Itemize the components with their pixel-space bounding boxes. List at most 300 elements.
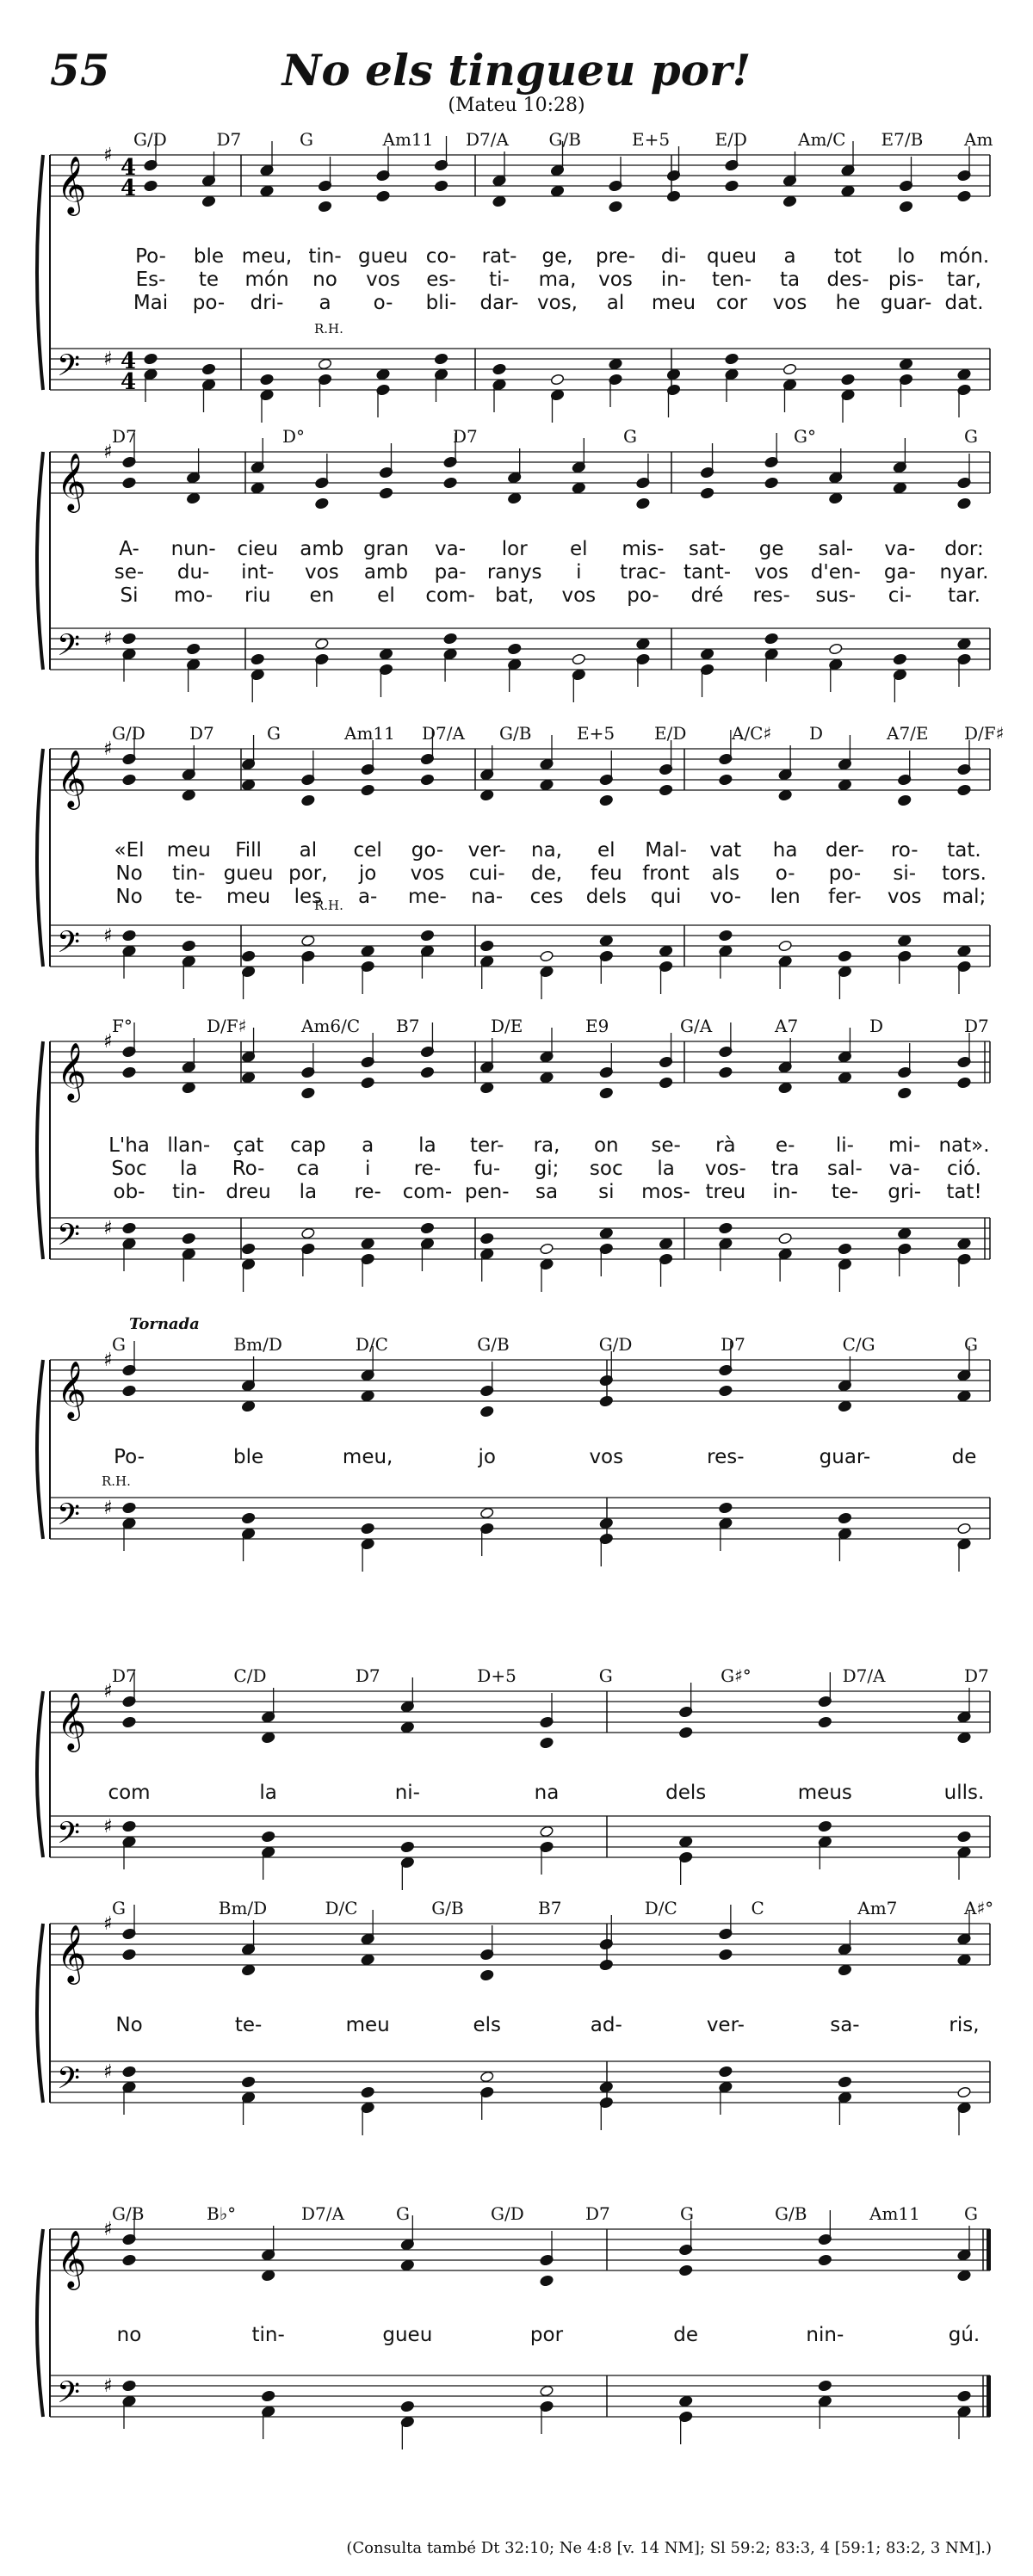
note-head <box>379 487 393 499</box>
lyric-syllable: go- <box>411 839 444 862</box>
sharp-icon: ♯ <box>103 1498 113 1519</box>
lyric-syllable: cap <box>290 1134 326 1157</box>
note-head <box>241 779 256 791</box>
note-head <box>241 1964 256 1976</box>
bass-staff <box>50 2060 990 2135</box>
chord-symbol: Am6/C <box>301 1016 361 1036</box>
note-head <box>122 1385 137 1397</box>
treble-staff <box>50 1905 990 1985</box>
lyric-syllable: meus <box>797 1782 852 1804</box>
lyric-syllable: gú. <box>948 2324 980 2346</box>
note-head <box>719 930 733 942</box>
lyric-syllable: als <box>711 862 740 885</box>
note-head <box>957 784 972 796</box>
note-head <box>420 930 435 942</box>
bass-staff <box>50 1815 990 1890</box>
lyric-syllable: feu <box>590 862 622 885</box>
note-head <box>540 2385 554 2397</box>
lyric-syllable: int- <box>241 561 275 584</box>
note-head <box>838 779 852 791</box>
scripture-reference: (Mateu 10:28) <box>448 95 585 116</box>
lyric-syllable: ma, <box>538 269 577 291</box>
chord-symbol: G/A <box>680 1016 713 1036</box>
lyric-syllable: cui- <box>468 862 505 885</box>
lyric-syllable: ten- <box>711 269 752 291</box>
lyric-syllable: no <box>116 2324 142 2346</box>
note-head <box>659 1238 673 1250</box>
brace <box>37 1691 43 1857</box>
note-head <box>957 1077 972 1089</box>
note-head <box>897 935 912 947</box>
note-head <box>241 1512 256 1524</box>
note-head <box>828 492 843 504</box>
lyric-syllable: tin- <box>251 2324 285 2346</box>
lyric-syllable: mos- <box>641 1181 690 1203</box>
lyric-syllable: pis- <box>888 269 925 291</box>
chord-symbol: C/D <box>233 1665 267 1686</box>
chord-symbol: Am11 <box>344 723 395 744</box>
note-head <box>572 482 586 494</box>
lyric-syllable: ni- <box>394 1782 420 1804</box>
lyric-syllable: «El <box>114 839 145 862</box>
sharp-icon: ♯ <box>103 1816 113 1838</box>
chord-symbol: D7 <box>964 1665 989 1686</box>
lyric-syllable: res- <box>707 1446 745 1468</box>
lyric-syllable: vos <box>772 292 807 314</box>
note-head <box>122 633 137 645</box>
lyric-syllable: me- <box>407 886 447 908</box>
chord-symbol: D/C <box>325 1898 358 1918</box>
bass-clef-icon: 𝄢 <box>57 1217 81 1259</box>
note-head <box>144 180 158 192</box>
lyric-syllable: po- <box>828 862 862 885</box>
lyric-syllable: mal; <box>942 886 987 908</box>
final-barline <box>987 2375 991 2417</box>
lyric-syllable: na, <box>531 839 562 862</box>
lyric-syllable: meu <box>166 839 211 862</box>
lyric-syllable: llan- <box>167 1134 211 1157</box>
note-head <box>540 950 554 962</box>
chord-symbol: F° <box>112 1016 133 1036</box>
note-head <box>182 789 196 801</box>
lyric-syllable: gueu <box>358 245 408 268</box>
time-signature: 4 <box>121 155 137 181</box>
lyric-syllable: guar- <box>819 1446 871 1468</box>
note-head <box>550 374 565 386</box>
note-head <box>241 950 256 962</box>
lyric-syllable: Mal- <box>645 839 687 862</box>
note-head <box>315 638 330 650</box>
lyric-syllable: o- <box>775 862 795 885</box>
note-head <box>261 1732 275 1744</box>
note-head <box>838 2076 852 2088</box>
note-head <box>379 648 393 660</box>
chord-symbol: G <box>112 1334 126 1355</box>
chord-symbol: D° <box>282 426 306 447</box>
lyric-syllable: sat- <box>688 538 727 560</box>
chord-symbol: D7 <box>453 426 478 447</box>
chord-symbol: G <box>598 1665 613 1686</box>
lyric-syllable: fer- <box>828 886 862 908</box>
lyric-syllable: els <box>473 2014 501 2036</box>
lyric-syllable: la <box>657 1158 675 1180</box>
note-head <box>678 1836 693 1848</box>
lyric-syllable: com- <box>402 1181 453 1203</box>
note-head <box>550 185 565 197</box>
lyric-syllable: e- <box>775 1134 795 1157</box>
note-head <box>666 190 681 202</box>
lyric-syllable: o- <box>373 292 393 314</box>
lyric-syllable: ha <box>772 839 798 862</box>
note-head <box>186 643 201 655</box>
brace <box>37 1360 43 1539</box>
note-head <box>361 1238 375 1250</box>
lyric-syllable: es- <box>426 269 456 291</box>
note-head <box>376 190 391 202</box>
lyric-syllable: vos- <box>704 1158 746 1180</box>
note-head <box>479 1232 494 1245</box>
chord-symbol: A♯° <box>964 1898 994 1918</box>
chord-symbol: G/B <box>477 1334 510 1355</box>
bass-clef-icon: 𝄢 <box>57 1497 81 1539</box>
note-head <box>893 653 907 665</box>
chord-symbol: D7 <box>964 1016 989 1036</box>
lyric-syllable: nyar. <box>939 561 989 584</box>
note-head <box>122 1820 137 1832</box>
bass-clef-icon: 𝄢 <box>57 2060 81 2103</box>
lyric-syllable: na <box>534 1782 560 1804</box>
lyric-syllable: vos <box>887 886 922 908</box>
lyric-syllable: vos <box>561 584 597 607</box>
chord-symbol: C <box>751 1898 764 1918</box>
note-head <box>659 784 673 796</box>
lyric-syllable: ver- <box>467 839 506 862</box>
chord-symbol: D7 <box>355 1665 380 1686</box>
note-head <box>838 1512 852 1524</box>
lyric-syllable: ranys <box>486 561 542 584</box>
note-head <box>719 2066 733 2078</box>
note-head <box>420 1222 435 1234</box>
chord-symbol: D/F♯ <box>207 1016 247 1036</box>
lyric-syllable: re- <box>354 1181 381 1203</box>
note-head <box>782 195 797 207</box>
lyric-syllable: res- <box>752 584 790 607</box>
bass-staff <box>50 1217 990 1292</box>
note-head <box>361 945 375 957</box>
lyric-syllable: Si <box>120 584 139 607</box>
note-head <box>957 2390 972 2402</box>
lyric-syllable: front <box>642 862 690 885</box>
bass-clef-icon: 𝄢 <box>57 1815 81 1857</box>
chord-symbol: G/B <box>548 129 581 150</box>
chord-symbol: G <box>964 1334 978 1355</box>
note-head <box>719 1066 733 1078</box>
note-head <box>318 358 332 370</box>
lyric-syllable: queu <box>707 245 757 268</box>
lyric-syllable: te- <box>831 1181 859 1203</box>
chord-symbol: G° <box>794 426 816 447</box>
note-head <box>636 638 651 650</box>
chord-symbol: G <box>112 1898 126 1918</box>
lyric-syllable: vos <box>598 269 633 291</box>
lyric-syllable: cor <box>715 292 748 314</box>
chord-symbol: G/D <box>598 1334 633 1355</box>
lyric-syllable: dels <box>585 886 627 908</box>
lyric-syllable: on <box>593 1134 619 1157</box>
lyric-syllable: a <box>362 1134 374 1157</box>
lyric-syllable: tot <box>833 245 863 268</box>
lyric-syllable: co- <box>425 245 457 268</box>
footer-references: (Consulta també Dt 32:10; Ne 4:8 [v. 14 NM]; Sl 59:2; 83:3, 4 [59:1; 83:2, 3 NM].) <box>346 2539 992 2557</box>
chord-symbol: D7/A <box>466 129 509 150</box>
note-head <box>251 653 265 665</box>
lyric-syllable: lo <box>897 245 915 268</box>
lyric-syllable: soc <box>589 1158 623 1180</box>
note-head <box>261 2390 275 2402</box>
note-head <box>122 2380 137 2392</box>
bass-staff <box>50 2375 991 2449</box>
chord-symbol: E/D <box>654 723 687 744</box>
lyric-syllable: ter- <box>469 1134 504 1157</box>
note-head <box>957 2270 972 2282</box>
note-head <box>540 2275 554 2287</box>
lyric-syllable: se- <box>114 561 145 584</box>
note-head <box>507 643 522 655</box>
lyric-syllable: li- <box>835 1134 854 1157</box>
lyric-syllable: ulls. <box>943 1782 985 1804</box>
note-head <box>897 1087 912 1099</box>
brace <box>37 749 43 967</box>
chord-symbol: D7/A <box>301 2203 344 2224</box>
chord-symbol: D7 <box>112 426 137 447</box>
note-head <box>301 794 316 806</box>
note-head <box>260 374 275 386</box>
lyric-syllable: mo- <box>174 584 213 607</box>
note-head <box>719 774 733 786</box>
note-head <box>540 1072 554 1084</box>
note-head <box>599 1959 614 1971</box>
treble-staff <box>50 136 990 216</box>
note-head <box>479 1969 494 1981</box>
lyric-syllable: la <box>259 1782 277 1804</box>
treble-clef-icon: 𝄞 <box>57 749 87 807</box>
lyric-syllable: nat». <box>938 1134 990 1157</box>
lyric-syllable: sa <box>535 1181 559 1203</box>
lyric-syllable: No <box>115 862 143 885</box>
treble-staff <box>50 433 990 513</box>
note-head <box>122 1502 137 1514</box>
lyric-syllable: rà <box>715 1134 736 1157</box>
note-head <box>599 1395 614 1407</box>
note-head <box>182 1232 196 1245</box>
lyric-syllable: i <box>576 561 582 584</box>
lyric-syllable: meu <box>345 2014 390 2036</box>
lyric-syllable: po- <box>192 292 226 314</box>
lyric-syllable: ad- <box>590 2014 622 2036</box>
lyric-syllable: qui <box>650 886 682 908</box>
chord-symbol: B7 <box>396 1016 420 1036</box>
lyric-syllable: por <box>529 2324 564 2346</box>
lyric-syllable: vo- <box>709 886 742 908</box>
note-head <box>659 945 673 957</box>
lyric-syllable: vos <box>589 1446 624 1468</box>
lyric-syllable: al <box>606 292 625 314</box>
chord-symbol: Am/C <box>798 129 846 150</box>
note-head <box>479 1507 494 1519</box>
note-head <box>599 1517 614 1529</box>
chord-symbol: Am11 <box>869 2203 920 2224</box>
lyric-syllable: tant- <box>684 561 732 584</box>
chord-symbol: E9 <box>585 1016 609 1036</box>
sharp-icon: ♯ <box>103 738 113 760</box>
note-head <box>361 1077 375 1089</box>
treble-clef-icon: 𝄞 <box>57 1924 87 1982</box>
lyric-syllable: meu <box>651 292 696 314</box>
note-head <box>400 1841 415 1853</box>
lyric-syllable: tin- <box>308 245 342 268</box>
note-head <box>764 477 779 489</box>
note-head <box>540 1737 554 1749</box>
bass-staff <box>50 627 990 702</box>
note-head <box>443 633 458 645</box>
lyric-syllable: a- <box>357 886 378 908</box>
bass-staff <box>50 1497 990 1572</box>
chord-symbol: G/B <box>499 723 532 744</box>
lyric-syllable: gri- <box>888 1181 922 1203</box>
lyric-syllable: sal- <box>827 1158 863 1180</box>
sharp-icon: ♯ <box>103 2061 113 2083</box>
note-head <box>434 353 448 365</box>
time-signature: 4 <box>121 176 137 201</box>
note-head <box>899 358 913 370</box>
note-head <box>719 1502 733 1514</box>
note-head <box>818 1716 832 1728</box>
lyric-syllable: ta <box>779 269 801 291</box>
lyric-syllable: mis- <box>622 538 665 560</box>
sharp-icon: ♯ <box>103 2219 113 2240</box>
sharp-icon: ♯ <box>103 145 113 166</box>
chord-symbol: G <box>623 426 637 447</box>
note-head <box>201 363 216 375</box>
chord-symbol: E/D <box>714 129 747 150</box>
lyric-syllable: re- <box>413 1158 442 1180</box>
lyric-syllable: si- <box>893 862 917 885</box>
note-head <box>818 2380 832 2392</box>
note-head <box>318 201 332 213</box>
note-head <box>841 185 856 197</box>
chord-symbol: D/F♯ <box>964 723 1005 744</box>
note-head <box>957 368 972 380</box>
lyric-syllable: vos <box>366 269 400 291</box>
note-head <box>678 1727 693 1739</box>
chord-symbol: G <box>964 426 978 447</box>
rh-marking: R.H. <box>102 1473 131 1489</box>
note-head <box>479 789 494 801</box>
note-head <box>897 794 912 806</box>
lyric-syllable: ga- <box>883 561 916 584</box>
time-signature: 4 <box>121 349 137 374</box>
sharp-icon: ♯ <box>103 1031 113 1053</box>
lyric-syllable: A- <box>119 538 139 560</box>
note-head <box>540 1243 554 1255</box>
lyric-syllable: du- <box>176 561 210 584</box>
note-head <box>957 1831 972 1843</box>
note-head <box>778 1082 793 1094</box>
note-head <box>838 950 852 962</box>
note-head <box>122 2254 137 2266</box>
lyric-syllable: gran <box>363 538 409 560</box>
lyric-syllable: de <box>673 2324 699 2346</box>
note-head <box>261 1831 275 1843</box>
treble-clef-icon: 𝄞 <box>57 1041 87 1100</box>
lyric-syllable: gueu <box>382 2324 433 2346</box>
sharp-icon: ♯ <box>103 1913 113 1935</box>
lyric-syllable: ob- <box>113 1181 145 1203</box>
lyric-syllable: nin- <box>806 2324 844 2346</box>
chord-symbol: D7 <box>216 129 242 150</box>
note-head <box>361 2086 375 2098</box>
lyric-syllable: trac- <box>620 561 666 584</box>
lyric-syllable: ble <box>232 1446 264 1468</box>
chord-symbol: G/D <box>112 723 145 744</box>
lyric-syllable: Es- <box>135 269 166 291</box>
lyric-syllable: va- <box>435 538 467 560</box>
lyric-syllable: No <box>115 2014 143 2036</box>
lyric-syllable: de, <box>530 862 563 885</box>
note-head <box>241 1243 256 1255</box>
bass-clef-icon: 𝄢 <box>57 2375 81 2417</box>
lyric-syllable: en <box>309 584 335 607</box>
chord-symbol: D <box>809 723 824 744</box>
treble-clef-icon: 𝄞 <box>57 1691 87 1750</box>
lyric-syllable: Fill <box>235 839 262 862</box>
note-head <box>957 190 972 202</box>
sharp-icon: ♯ <box>103 2375 113 2397</box>
chord-symbol: E+5 <box>632 129 671 150</box>
lyric-syllable: de <box>951 1446 977 1468</box>
chord-symbol: D/E <box>491 1016 523 1036</box>
sharp-icon: ♯ <box>103 1218 113 1239</box>
brace <box>37 1041 43 1259</box>
note-head <box>957 1390 972 1402</box>
note-head <box>719 1385 733 1397</box>
lyric-syllable: tra <box>770 1158 800 1180</box>
note-head <box>361 784 375 796</box>
note-head <box>301 1227 316 1239</box>
note-head <box>361 1523 375 1535</box>
chord-symbol: G <box>964 2203 978 2224</box>
time-signature: 4 <box>121 369 137 395</box>
lyric-syllable: No <box>115 886 143 908</box>
lyric-syllable: des- <box>826 269 869 291</box>
lyric-syllable: ge <box>758 538 784 560</box>
sharp-icon: ♯ <box>103 1350 113 1371</box>
lyric-syllable: ció. <box>946 1158 982 1180</box>
note-head <box>764 633 779 645</box>
note-head <box>434 180 448 192</box>
lyric-syllable: ro- <box>890 839 919 862</box>
lyric-syllable: se- <box>651 1134 681 1157</box>
note-head <box>479 1405 494 1418</box>
note-head <box>957 2086 972 2098</box>
note-head <box>540 1825 554 1838</box>
note-head <box>144 353 158 365</box>
note-head <box>122 2066 137 2078</box>
note-head <box>361 1390 375 1402</box>
lyric-syllable: por, <box>288 862 328 885</box>
lyric-syllable: Ro- <box>232 1158 265 1180</box>
bass-clef-icon: 𝄢 <box>57 924 81 967</box>
